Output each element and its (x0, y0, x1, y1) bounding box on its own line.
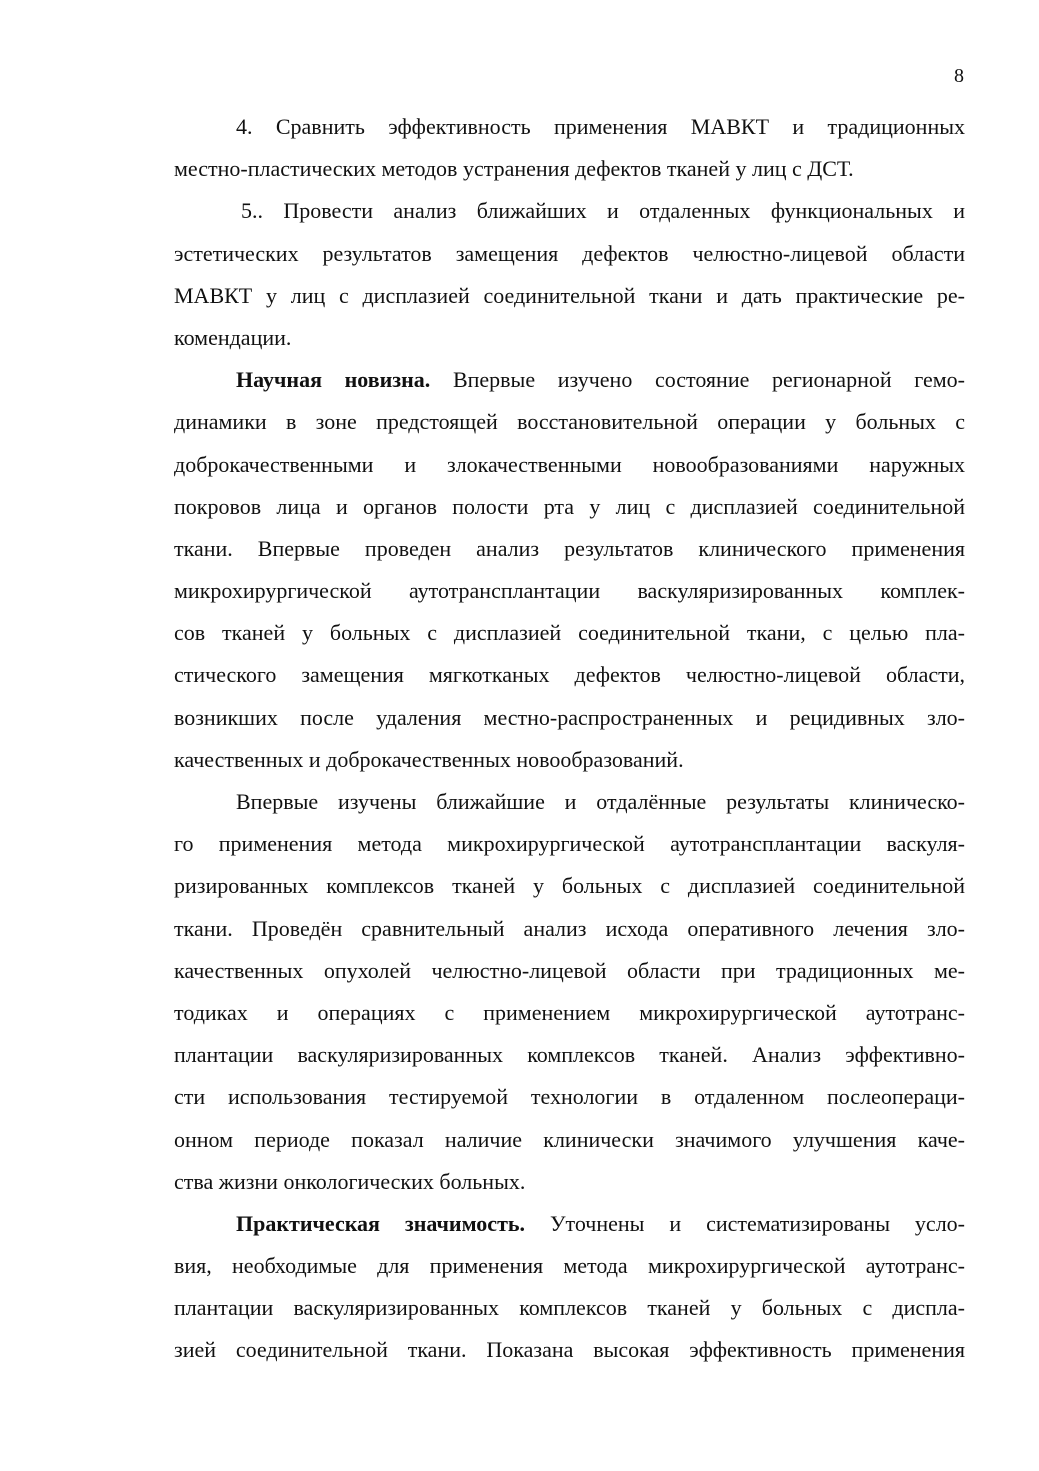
text-line: 4. Сравнить эффективность применения МАВКТ и традиционных (236, 114, 965, 139)
paragraph-practical (174, 1209, 965, 1378)
text-line: микрохирургической аутотрансплантации васкуляризированных комплек- (174, 578, 965, 604)
text-line: ризированных комплексов тканей у больных с дисплазией соединительной (174, 873, 965, 899)
paragraph-task-5 (174, 196, 965, 365)
text-line: возникших после удаления местно-распространенных и рецидивных зло- (174, 704, 965, 730)
text-line: ткани. Впервые проведен анализ результатов клинического применения (174, 535, 965, 561)
body-text (174, 112, 965, 1378)
text-line: плантации васкуляризированных комплексов тканей у больных с диспла- (174, 1295, 965, 1321)
text-line: го применения метода микрохирургической аутотрансплантации васкуля- (174, 831, 965, 857)
text-line: эстетических результатов замещения дефектов челюстно-лицевой области (174, 240, 965, 266)
text-line: динамики в зоне предстоящей восстановительной операции у больных с (174, 409, 965, 435)
text-line (174, 365, 965, 407)
text-line: качественных и доброкачественных новообразований. (174, 746, 684, 772)
paragraph-task-4 (174, 112, 965, 196)
text-line: МАВКТ у лиц с дисплазией соединительной ткани и дать практические ре- (174, 282, 965, 308)
text-run: Уточнены и систематизированы усло- (525, 1210, 965, 1236)
text-line: качественных опухолей челюстно-лицевой области при традиционных ме- (174, 957, 965, 983)
text-line: 5.. Провести анализ ближайших и отдаленных функциональных и (241, 198, 965, 224)
text-line: стического замещения мягкотканых дефектов челюстно-лицевой области, (174, 662, 965, 688)
text-line: комендации. (174, 324, 292, 350)
text-line: зией соединительной ткани. Показана высокая эффективность применения (174, 1337, 965, 1363)
text-line: вия, необходимые для применения метода микрохирургической аутотранс- (174, 1253, 965, 1279)
text-line: плантации васкуляризированных комплексов тканей. Анализ эффективно- (174, 1042, 965, 1068)
paragraph-novelty-continued (174, 787, 965, 1209)
text-line: тодиках и операциях с применением микрохирургической аутотранс- (174, 999, 965, 1025)
paragraph-novelty (174, 365, 965, 787)
page-number: 8 (954, 65, 964, 87)
text-line (174, 1209, 965, 1251)
section-heading-practical: Практическая значимость. (236, 1210, 526, 1236)
text-line: ткани. Проведён сравнительный анализ исхода оперативного лечения зло- (174, 915, 965, 941)
text-line: сти использования тестируемой технологии в отдаленном послеопераци- (174, 1084, 965, 1110)
text-line: доброкачественными и злокачественными новообразованиями наружных (174, 451, 965, 477)
text-line: местно-пластических методов устранения дефектов тканей у лиц с ДСТ. (174, 156, 854, 182)
text-line: онном периоде показал наличие клинически значимого улучшения каче- (174, 1126, 965, 1152)
text-line: ства жизни онкологических больных. (174, 1168, 526, 1194)
text-line: сов тканей у больных с дисплазией соединительной ткани, с целью пла- (174, 620, 965, 646)
text-line: покровов лица и органов полости рта у лиц с дисплазией соединительной (174, 493, 965, 519)
section-heading-novelty: Научная новизна. (236, 367, 431, 393)
text-line: Впервые изучены ближайшие и отдалённые результаты клиническо- (236, 789, 965, 814)
text-run: Впервые изучено состояние регионарной гемо- (430, 367, 965, 393)
